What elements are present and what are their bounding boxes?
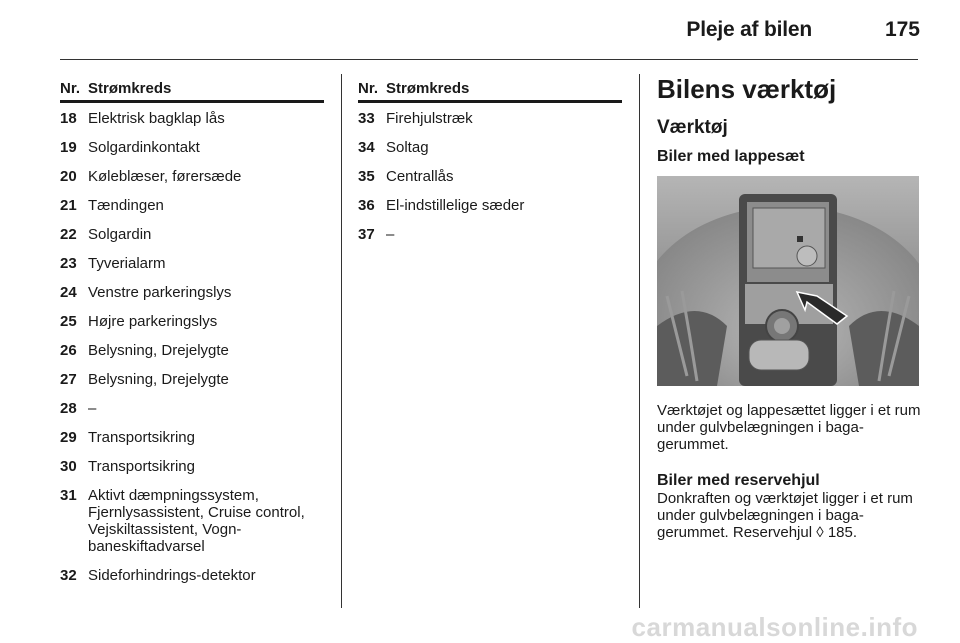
table-row (358, 168, 622, 185)
paragraph-spare-wheel (657, 472, 925, 541)
row-text: Solgardinkontakt (88, 139, 200, 156)
table-header (60, 78, 324, 103)
row-nr: 20 (60, 168, 77, 185)
row-nr: 23 (60, 255, 77, 272)
header-rule (60, 59, 918, 60)
row-nr: 25 (60, 313, 77, 330)
row-nr: 18 (60, 110, 77, 127)
fuse-table-left (60, 78, 324, 596)
row-nr: 29 (60, 429, 77, 446)
row-text: Tændingen (88, 197, 164, 214)
col-circuit-header: Strømkreds (88, 80, 172, 97)
col-nr-header: Nr. (60, 80, 81, 97)
row-text: Elektrisk bagklap lås (88, 110, 225, 127)
row-nr: 19 (60, 139, 77, 156)
row-nr: 31 (60, 487, 77, 504)
sub-heading-repair-kit: Biler med lappesæt (657, 148, 805, 165)
table-row (60, 342, 324, 359)
table-row (60, 139, 324, 156)
table-row (60, 567, 324, 584)
row-text: Soltag (386, 139, 429, 156)
table-row (358, 139, 622, 156)
row-nr: 34 (358, 139, 375, 156)
row-text: Centrallås (386, 168, 454, 185)
table-row (60, 371, 324, 388)
page-title: Pleje af bilen (686, 18, 812, 41)
table-row (358, 197, 622, 214)
table-row (358, 226, 622, 243)
row-text: Aktivt dæmpningssystem, Fjernlysassistent, Cruise control, Vejskiltassistent, Vogn-baneskiftadvarsel (88, 487, 305, 555)
row-text: Belysning, Drejelygte (88, 342, 229, 359)
table-row (60, 110, 324, 127)
row-nr: 37 (358, 226, 375, 243)
sub-heading-spare-wheel: Biler med reservehjul (657, 472, 820, 489)
column-divider (341, 74, 342, 608)
page-number: 175 (884, 18, 920, 41)
section-title: Bilens værktøj (657, 74, 837, 104)
table-row (60, 313, 324, 330)
table-row (60, 400, 324, 417)
paragraph-repair-kit: Værktøjet og lappesættet ligger i et rum under gulvbelægningen i baga-gerummet. (657, 402, 921, 453)
table-row (60, 458, 324, 475)
row-text: Solgardin (88, 226, 152, 243)
table-row (60, 487, 324, 555)
watermark: carmanualsonline.info (631, 612, 918, 642)
row-nr: 21 (60, 197, 77, 214)
row-nr: 26 (60, 342, 77, 359)
table-row (60, 255, 324, 272)
table-row (60, 168, 324, 185)
row-text: Tyverialarm (88, 255, 166, 272)
row-nr: 22 (60, 226, 77, 243)
row-nr: 33 (358, 110, 375, 127)
row-text: Venstre parkeringslys (88, 284, 232, 301)
row-text: El-indstillelige sæder (386, 197, 525, 214)
row-text: – (88, 400, 97, 417)
table-row (60, 429, 324, 446)
col-nr-header: Nr. (358, 80, 379, 97)
row-nr: 30 (60, 458, 77, 475)
car-trunk-tool-compartment-photo (657, 176, 919, 386)
section-subtitle: Værktøj (657, 117, 728, 138)
row-text: Køleblæser, førersæde (88, 168, 242, 185)
row-nr: 32 (60, 567, 77, 584)
row-text: – (386, 226, 395, 243)
table-row (358, 110, 622, 127)
row-text: Transportsikring (88, 458, 195, 475)
table-header (358, 78, 622, 103)
paragraph-text: Donkraften og værktøjet ligger i et rum under gulvbelægningen i baga-gerummet. Reservehjul (657, 490, 913, 541)
col-circuit-header: Strømkreds (386, 80, 470, 97)
page-reference[interactable]: 185. (827, 524, 858, 541)
row-text: Sideforhindrings-detektor (88, 567, 256, 584)
row-text: Belysning, Drejelygte (88, 371, 229, 388)
table-row (60, 226, 324, 243)
row-nr: 35 (358, 168, 375, 185)
table-row (60, 197, 324, 214)
row-nr: 36 (358, 197, 375, 214)
row-text: Transportsikring (88, 429, 195, 446)
fuse-table-right (358, 78, 622, 255)
table-row (60, 284, 324, 301)
reference-glyph-icon: ◊ (816, 524, 824, 541)
row-text: Højre parkeringslys (88, 313, 218, 330)
row-nr: 28 (60, 400, 77, 417)
row-nr: 24 (60, 284, 77, 301)
column-divider (639, 74, 640, 608)
row-text: Firehjulstræk (386, 110, 473, 127)
row-nr: 27 (60, 371, 77, 388)
